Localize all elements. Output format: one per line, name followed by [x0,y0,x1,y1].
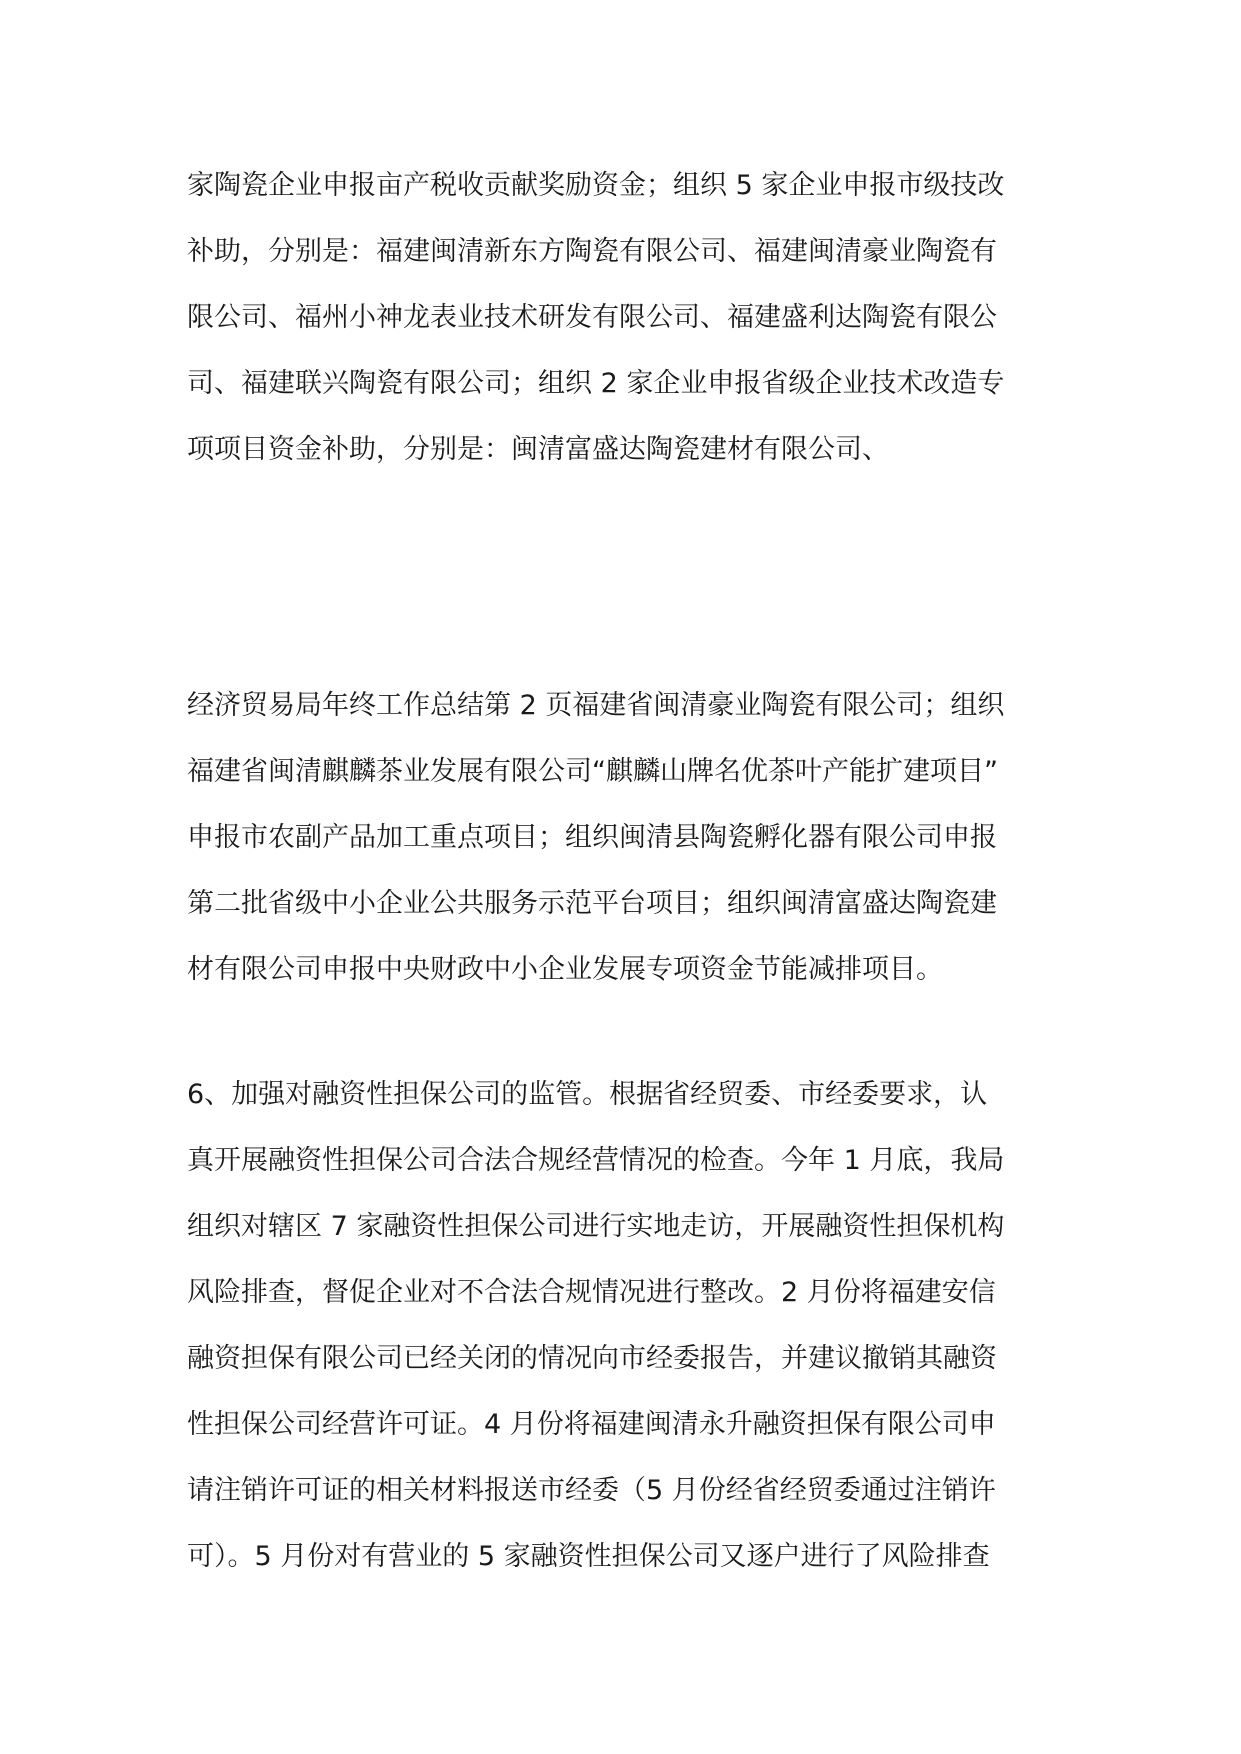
text-line: 家陶瓷企业申报亩产税收贡献奖励资金；组织 5 家企业申报市级技改 [187,170,1005,201]
text-line: 经济贸易局年终工作总结第 2 页福建省闽清豪业陶瓷有限公司；组织 [187,690,1005,721]
text-line: 6、加强对融资性担保公司的监管。根据省经贸委、市经委要求，认 [187,1079,988,1110]
text-line: 福建省闽清麒麟茶业发展有限公司“麒麟山牌名优茶叶产能扩建项目” [187,756,998,787]
text-line: 补助，分别是：福建闽清新东方陶瓷有限公司、福建闽清豪业陶瓷有 [187,236,997,267]
paragraph-continued [187,153,1067,483]
text-line: 组织对辖区 7 家融资性担保公司进行实地走访，开展融资性担保机构 [187,1211,1005,1242]
text-line: 第二批省级中小企业公共服务示范平台项目；组织闽清富盛达陶瓷建 [187,888,997,919]
text-line: 请注销许可证的相关材料报送市经委（5 月份经省经贸委通过注销许 [187,1475,996,1506]
text-line: 可）。5 月份对有营业的 5 家融资性担保公司又逐户进行了风险排查 [187,1541,990,1572]
text-line: 限公司、福州小神龙表业技术研发有限公司、福建盛利达陶瓷有限公 [187,302,997,333]
text-line: 性担保公司经营许可证。4 月份将福建闽清永升融资担保有限公司申 [187,1409,996,1440]
text-line: 材有限公司申报中央财政中小企业发展专项资金节能减排项目。 [187,954,943,985]
text-line: 申报市农副产品加工重点项目；组织闽清县陶瓷孵化器有限公司申报 [187,822,997,853]
text-line: 融资担保有限公司已经关闭的情况向市经委报告，并建议撤销其融资 [187,1343,997,1374]
text-line: 项项目资金补助，分别是：闽清富盛达陶瓷建材有限公司、 [187,434,889,465]
paragraph-guarantee-supervision [187,1062,1067,1590]
paragraph-projects [187,673,1067,1003]
text-line: 真开展融资性担保公司合法合规经营情况的检查。今年 1 月底，我局 [187,1145,1005,1176]
text-line: 风险排查，督促企业对不合法合规情况进行整改。2 月份将福建安信 [187,1277,996,1308]
text-line: 司、福建联兴陶瓷有限公司；组织 2 家企业申报省级企业技术改造专 [187,368,1005,399]
